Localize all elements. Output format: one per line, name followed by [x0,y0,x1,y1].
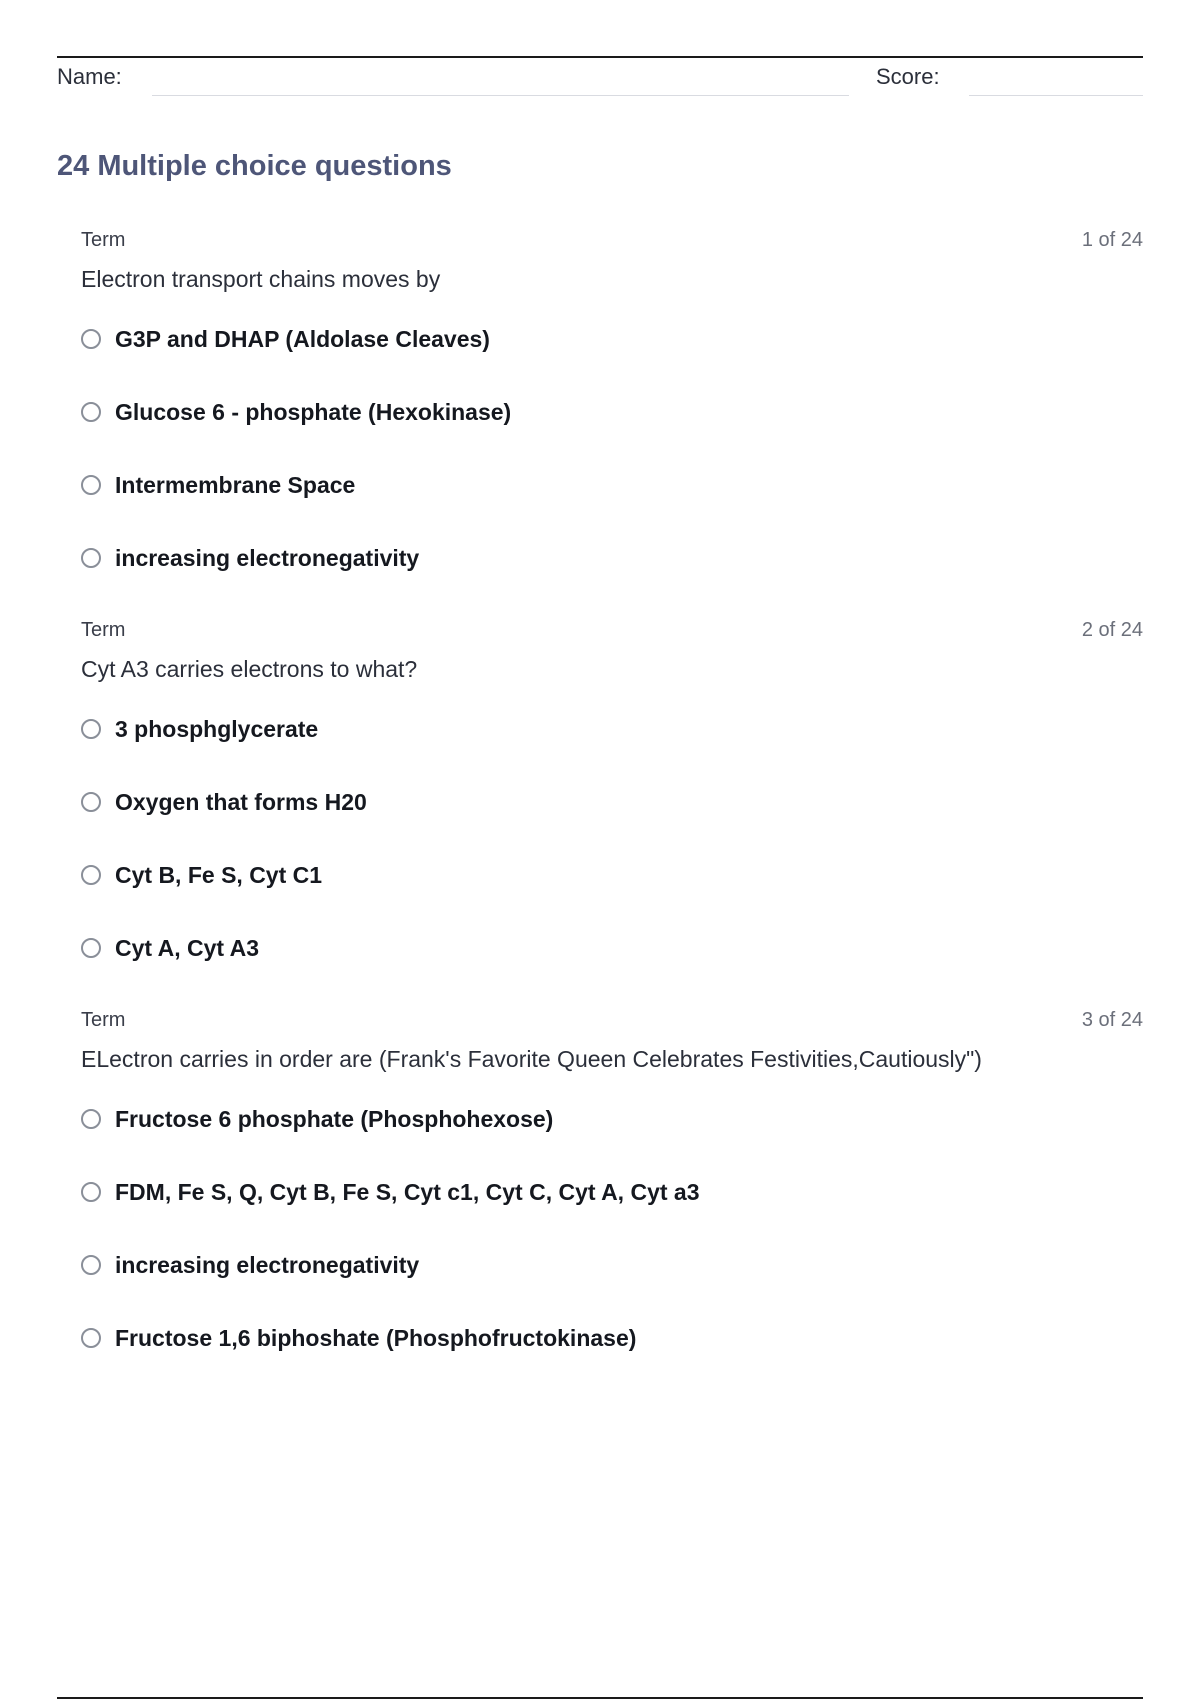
radio-button-icon[interactable] [81,719,101,739]
question-counter: 3 of 24 [1081,1009,1143,1031]
answer-option-label: Cyt A, Cyt A3 [115,935,259,961]
answer-option-label: Intermembrane Space [115,472,356,498]
radio-button-icon[interactable] [81,1182,101,1202]
answer-option-label: increasing electronegativity [115,1252,420,1278]
score-field[interactable] [969,95,1143,96]
answer-option-label: FDM, Fe S, Q, Cyt B, Fe S, Cyt c1, Cyt C, Cyt A, Cyt a3 [115,1179,700,1205]
question-text: Cyt A3 carries electrons to what? [81,656,418,682]
radio-button-icon[interactable] [81,402,101,422]
radio-button-icon[interactable] [81,1109,101,1129]
answer-option[interactable] [81,1252,700,1325]
radio-button-icon[interactable] [81,865,101,885]
answer-option[interactable] [81,1325,700,1398]
answer-option[interactable] [81,545,511,618]
radio-button-icon[interactable] [81,1328,101,1348]
answer-option[interactable] [81,862,367,935]
answer-option-label: G3P and DHAP (Aldolase Cleaves) [115,326,490,352]
answer-option[interactable] [81,326,511,399]
header-fields [57,62,1143,98]
answer-option-label: increasing electronegativity [115,545,420,571]
question-counter: 2 of 24 [1081,619,1143,641]
answer-option-label: Fructose 6 phosphate (Phosphohexose) [115,1106,554,1132]
name-label: Name: [57,64,122,89]
radio-button-icon[interactable] [81,1255,101,1275]
answer-option-label: Glucose 6 - phosphate (Hexokinase) [115,399,512,425]
answer-option[interactable] [81,789,367,862]
question-text: Electron transport chains moves by [81,266,441,292]
answer-option[interactable] [81,935,367,1008]
bottom-rule [57,1697,1143,1699]
answer-options [81,326,511,618]
answer-option-label: Fructose 1,6 biphoshate (Phosphofructokinase) [115,1325,637,1351]
answer-option-label: 3 phosphglycerate [115,716,319,742]
answer-option[interactable] [81,472,511,545]
answer-option[interactable] [81,716,367,789]
term-label: Term [81,1009,126,1031]
answer-option[interactable] [81,399,511,472]
term-label: Term [81,229,126,251]
question-text: ELectron carries in order are (Frank's Favorite Queen Celebrates Festivities,Cautiously") [81,1046,982,1072]
section-title: 24 Multiple choice questions [57,150,452,182]
name-field[interactable] [152,95,849,96]
answer-options [81,716,367,1008]
question-counter: 1 of 24 [1081,229,1143,251]
radio-button-icon[interactable] [81,475,101,495]
radio-button-icon[interactable] [81,938,101,958]
radio-button-icon[interactable] [81,329,101,349]
term-label: Term [81,619,126,641]
radio-button-icon[interactable] [81,792,101,812]
answer-options [81,1106,700,1398]
answer-option[interactable] [81,1179,700,1252]
answer-option-label: Oxygen that forms H20 [115,789,367,815]
top-rule [57,56,1143,58]
radio-button-icon[interactable] [81,548,101,568]
score-label: Score: [876,64,940,89]
answer-option-label: Cyt B, Fe S, Cyt C1 [115,862,323,888]
answer-option[interactable] [81,1106,700,1179]
